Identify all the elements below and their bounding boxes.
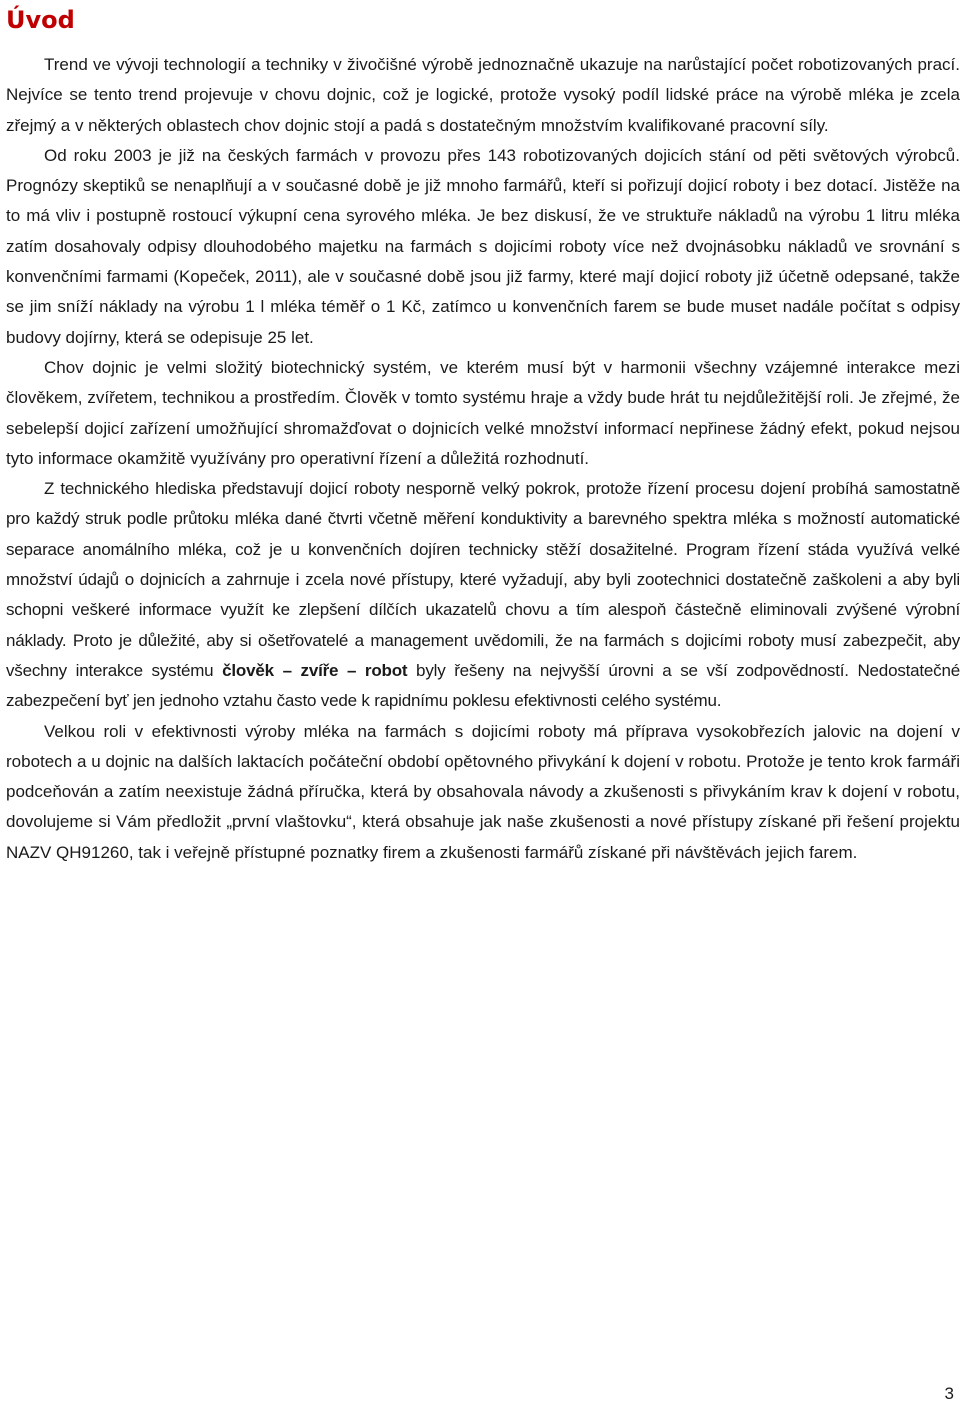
paragraph-2: Od roku 2003 je již na českých farmách v provozu přes 143 robotizovaných dojicích stání od pěti světových výrobců. Prognózy skeptiků se nenaplňují a v současné době je již mnoho farmářů, kteří si pořizují dojicí roboty i bez dotací. Jistěže na to má vliv i postupně rostoucí výkupní cena syrového mléka. Je bez diskusí, že ve struktuře nákladů na výrobu 1 litru mléka zatím dosahovaly odpisy dlouhodobého majetku na farmách s dojicími roboty více než dvojnásobku nákladů ve srovnání s konvenčními farmami (Kopeček, 2011), ale v současné době jsou již farmy, které mají dojicí roboty již účetně odepsané, takže se jim sníží náklady na výrobu 1 l mléka téměř o 1 Kč, zatímco u konvenčních farem se bude muset nadále počítat s odpisy budovy dojírny, která se odepisuje 25 let.	[6, 145, 960, 347]
paragraph-4	[6, 474, 960, 716]
paragraph-1: Trend ve vývoji technologií a techniky v živočišné výrobě jednoznačně ukazuje na narůstající počet robotizovaných prací. Nejvíce se tento trend projevuje v chovu dojnic, což je logické, protože vysoký podíl lidské práce na výrobě mléka je zcela zřejmý a v některých oblastech chov dojnic stojí a padá s dostatečným množstvím kvalifikované pracovní síly.	[6, 55, 960, 135]
body-text	[6, 50, 960, 868]
page-number: 3	[944, 1384, 954, 1403]
paragraph-4-text-start: Z technického hlediska představují dojicí roboty nesporně velký pokrok, protože řízení procesu dojení probíhá samostatně pro každý struk podle průtoku mléka dané čtvrti včetně měření konduktivity a barevného spektra mléka s možností automatické separace anomálního mléka, což je u konvenčních dojíren technicky stěží dosažitelné. Program řízení stáda využívá velké množství údajů o dojnicích a zahrnuje i zcela nové přístupy, které vyžadují, aby byli zootechnici dostatečně zaškoleni a aby byli schopni veškeré informace využít ke zlepšení dílčích ukazatelů chovu a tím alespoň částečně eliminovali zvýšené výrobní náklady. Proto je důležité, aby si ošetřovatelé a management uvědomili, že na farmách s dojicími roboty musí zabezpečit, aby všechny interakce systému	[6, 479, 960, 680]
paragraph-4-text-end: byly řešeny na nejvyšší úrovni a se vší zodpovědností. Nedostatečné zabezpečení byť jen jednoho vztahu často vede k rapidnímu poklesu efektivnosti celého systému.	[6, 660, 960, 711]
paragraph-3: Chov dojnic je velmi složitý biotechnický systém, ve kterém musí být v harmonii všechny vzájemné interakce mezi člověkem, zvířetem, technikou a prostředím. Člověk v tomto systému hraje a vždy bude hrát tu nejdůležitější roli. Je zřejmé, že sebelepší dojicí zařízení umožňující shromažďovat o dojnicích velké množství informací nepřinese žádný efekt, pokud nejsou tyto informace okamžitě využívány pro operativní řízení a důležitá rozhodnutí.	[6, 357, 960, 468]
paragraph-5: Velkou roli v efektivnosti výroby mléka na farmách s dojicími roboty má příprava vysokobřezích jalovic na dojení v robotech a u dojnic na dalších laktacích počáteční období opětovného přivykání k dojení v robotu. Protože je tento krok farmáři podceňován a zatím neexistuje žádná příručka, která by obsahovala návody a zkušenosti s přivykáním krav k dojení v robotu, dovolujeme si Vám předložit „první vlaštovku“, která obsahuje jak naše zkušenosti a nové přístupy získané při řešení projektu NAZV QH91260, tak i veřejně přístupné poznatky firem a zkušenosti farmářů získané při návštěvách jejich farem.	[6, 721, 960, 862]
section-heading: Úvod	[6, 6, 75, 34]
paragraph-4-emphasis: člověk – zvíře – robot	[222, 660, 408, 680]
